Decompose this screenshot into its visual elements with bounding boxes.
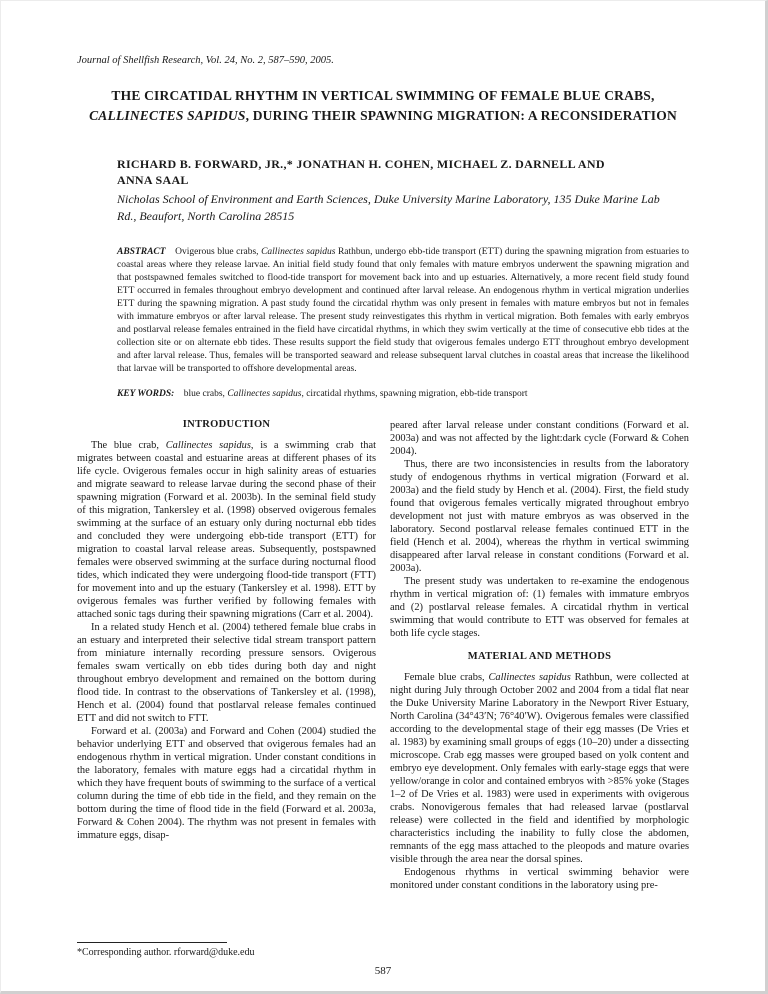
text-segment: Rathbun, undergo ebb-tide transport (ETT) during the spawning migration from estuaries to coastal areas where they release larvae. An initial field study found that only females with mature embryos underwent the spawning migration and that postspawned females switched to flood-tide transport for movement back into and up estuaries. Alternatively, a more recent field study found ETT occurred in females throughout embryo development and continued after larval release. An endogenous rhythm in vertical migration underlies ETT during the spawning migration. A past study found the circatidal rhythm was only present in females with mature embryos but not in females with immature embryos or after larval release. The present study reinvestigates this rhythm in vertical migration. Both females with early embryos and postlarval release females entrained in the field have circatidal rhythms, in which they swim vertically at the time of consecutive ebb tides at the collection site or on alternate ebb tides. These results support the field study that ovigerous females undergo ETT throughout embryo development and after larval release. Thus, females will be transported seaward and release subsequent larval clutches in coastal areas that increase the likelihood that larvae will be transported to offshore developmental areas. — [117, 247, 689, 374]
section-heading: INTRODUCTION — [182, 419, 271, 430]
footnote-block — [77, 942, 689, 958]
text-segment: Callinectes sapidus — [488, 672, 571, 683]
journal-header: Journal of Shellfish Research, Vol. 24, No. 2, 587–590, 2005. — [77, 55, 334, 66]
affiliation: Nicholas School of Environment and Earth Sciences, Duke University Marine Laboratory, 135 Duke Marine Lab Rd., Beaufort, North Carolina 28515 — [117, 192, 660, 223]
body-paragraph — [77, 439, 376, 621]
text-segment: peared after larval release under constant conditions (Forward et al. 2003a) and was not affected by the light:dark cycle (Forward & Cohen 2004). — [390, 420, 689, 457]
text-segment: Female blue crabs, — [404, 672, 489, 683]
authors-block — [117, 156, 665, 224]
body-paragraph — [77, 621, 376, 725]
two-column-body — [77, 419, 689, 938]
page-number: 587 — [374, 965, 392, 977]
corresponding-author-note: *Corresponding author. rforward@duke.edu — [77, 947, 255, 958]
text-segment: Callinectes sapidus — [227, 389, 302, 399]
body-paragraph — [390, 671, 689, 866]
text-segment: The present study was undertaken to re-examine the endogenous rhythm in vertical migration of: (1) females with immature embryos and (2) postlarval release females. A circatidal rhythm in vertical swimming that would contribute to ETT was observed for females at both life cycle stages. — [390, 576, 689, 639]
text-segment: , is a swimming crab that migrates between coastal and estuarine areas at different phases of its life cycle. Ovigerous females occur in high salinity areas of estuaries and migrate seaward to release larvae during the second phase of their spawning migration (Forward et al. 2003b). In the seminal field study of this migration, Tankersley et al. (1998) observed ovigerous females swimming at the surface of an estuary only during nocturnal ebb tides and concluded they were undergoing ebb-tide transport (ETT) for migration to coastal larval release areas. Subsequently, postspawned females were observed swimming at the surface during nocturnal flood tides, which indicated they were undergoing flood-tide transport (FTT) for movement into and up the estuary (Tankersley et al. 1998). ETT by ovigerous females was further verified by following females with attached sonic tags during their spawning migrations (Carr et al. 2004). — [77, 440, 376, 620]
text-segment: Rathbun, were collected at night during July through October 2002 and 2004 from a tidal flat near the Duke University Marine Laboratory in the Newport River Estuary, North Carolina (34°43′N; 76°40′W). Ovigerous females were classified according to the developmental stage of their egg masses (De Vries et al. 1983) by examining small groups of eggs (10–20) under a dissecting microscope. Crab egg masses were grouped based on yolk content and embryo eye development. Only females with early-stage eggs that were yellow/orange in color and contained embryos with >85% yoke (Stages 1–2 of De Vries et al. 1983) were used in experiments with ovigerous crabs. Nonovigerous females that had released larvae (postlarval release) were collected in the field and identified by morphologic characteristics including the inability to fully close the abdomen, remnants of the egg mass attached to the pleopods and mature ovaries visible through the area near the dorsal spines. — [390, 672, 689, 865]
paper-title — [77, 86, 689, 126]
text-segment: blue crabs, — [174, 389, 228, 399]
body-paragraph — [390, 866, 689, 892]
text-segment: , circatidal rhythms, spawning migration, ebb-tide transport — [301, 389, 528, 399]
text-segment: In a related study Hench et al. (2004) tethered female blue crabs in an estuary and interpreted their selective tidal stream transport pattern from miniature internally recording pressure sensors. Ovigerous females swam vertically on ebb tides during both day and night throughout embryo development and remained on the bottom during flood tide. In contrast to the observations of Tankersley et al. (1998), Hench et al. (2004) found that postlarval release females continued ETT and did not switch to FTT. — [77, 622, 376, 724]
section-heading: MATERIAL AND METHODS — [467, 651, 612, 662]
body-paragraph — [390, 419, 689, 458]
text-segment: Callinectes sapidus — [165, 440, 251, 451]
text-segment: Ovigerous blue crabs, — [165, 247, 262, 257]
text-segment: Callinectes sapidus — [261, 247, 336, 257]
abstract — [117, 246, 689, 376]
text-segment: Forward et al. (2003a) and Forward and Cohen (2004) studied the behavior underlying ETT and observed that ovigerous females had an endogenous rhythm in vertical migration. Under constant conditions in the laboratory, females with mature eggs had a circatidal rhythm in which they have frequent bouts of swimming to the surface of a vertical column during the time of ebb tide in the field, and they remain on the bottom during the time of flood tide in the field (Forward et al. 2003a, Forward & Cohen 2004). The rhythm was not present in females with immature eggs, disap- — [77, 726, 376, 841]
body-paragraph — [390, 458, 689, 575]
text-segment: KEY WORDS: — [117, 389, 175, 399]
author-names-line2: ANNA SAAL — [117, 173, 189, 187]
text-segment: The blue crab, — [91, 440, 166, 451]
text-segment: , DURING THEIR SPAWNING MIGRATION: A RECONSIDERATION — [245, 108, 677, 123]
text-segment: Endogenous rhythms in vertical swimming behavior were monitored under constant conditions in the laboratory using pre- — [390, 867, 689, 891]
text-segment: ABSTRACT — [117, 247, 166, 257]
left-column — [77, 419, 376, 938]
body-paragraph — [390, 575, 689, 640]
text-segment: CALLINECTES SAPIDUS — [89, 108, 246, 123]
footnote-rule — [77, 942, 227, 943]
body-paragraph — [77, 725, 376, 842]
text-segment: THE CIRCATIDAL RHYTHM IN VERTICAL SWIMMING OF FEMALE BLUE CRABS, — [111, 88, 655, 103]
author-names-line1: RICHARD B. FORWARD, JR.,* JONATHAN H. COHEN, MICHAEL Z. DARNELL AND — [117, 157, 605, 171]
text-segment: Thus, there are two inconsistencies in results from the laboratory study of endogenous rhythms in vertical migration (Forward et al. 2003a) and the field study by Hench et al. (2004). First, the field study found that ovigerous females vertically migrated throughout embryo development not just with mature embryos as was observed in the laboratory. Second postlarval release females continued ETT in the field (Hench et al. 2004), whereas the rhythm in vertical swimming disappeared after larval release in constant conditions (Forward et al. 2003a). — [390, 459, 689, 574]
keywords-line — [117, 388, 689, 401]
right-column — [390, 419, 689, 938]
